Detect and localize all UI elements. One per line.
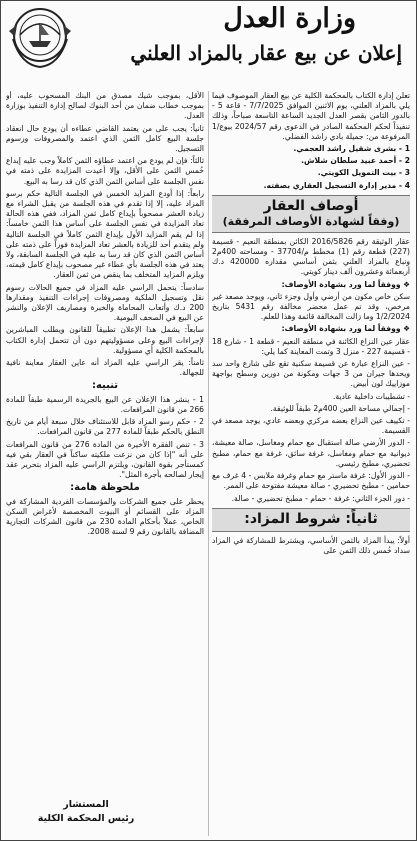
condition-text: سابعاً: يشمل هذا الإعلان تطبيقاً للقانون ويطلب المباشرين لإجراءات البيع وعلى مسؤوليتهم دون أن تتحمل إدارة الكتاب بالمحكمة الكلية أي مسؤولية. (6, 325, 204, 355)
signature-block (11, 798, 161, 826)
note-text: - الدور الأرضي صالة استقبال مع حمام ومغاسل، صالة معيشة، ديوانية مع حمام ومغاسل، غرفة سائق، غرفة مع حمام، مطبخ تحضيري، مطبخ رئيسي. (212, 438, 410, 468)
section-heading-conditions (212, 508, 410, 532)
note-text: - تكييف عين النزاع بعضه مركزي وبعضه عادي، يوجد مصعد في القسيمة. (212, 416, 410, 436)
condition-text: رابعاً: إذا أودع المزايد الخمس في الجلسة التالية حكم برسو المزاد عليه، إلا إذا تقدم في هذه الجلسة من يقبل الشراء مع زيادة العشر مصحوباً بإيداع كامل ثمن المزاد، ففي هذه الحالة تعاد المزايدة في نفس الجلسة على أساس هذا الثمن خامساً: إذا لم يقم المزايد الأول بإيداع الثمن كاملاً في الجلسة التالية ولم يتقدم أحد للزيادة بالعشر تعاد المزايدة فوراً على ذمته على أساس الثمن الذي كان قد رسا به عليه في الجلسة السابقة، ولا يعتد في هذه الجلسة بأي عطاء غير مصحوب بإيداع كامل قيمته، ويلزم المزايد المتخلف بما ينقص من ثمن العقار. (6, 188, 204, 280)
condition-text: سادساً: يتحمل الراسي عليه المزاد في جميع الحالات رسوم نقل وتسجيل الملكية ومصروفات إجراءات التنفيذ ومقدارها 200 د.ك وأتعاب المحاماة والخبرة ومصاريف الإعلان والنشر عن البيع في الصحف اليومية. (6, 282, 204, 323)
signature-role: المستشار (63, 799, 109, 810)
party-item: 1 - بشرى شقيل راشد العجمي. (293, 144, 410, 154)
kuwait-emblem-icon (7, 5, 73, 71)
notice-item: 2 - حكم رسو المزاد قابل للاستئناف خلال سبعة أيام من تاريخ النطق بالحكم طبقاً للمادة 277 من قانون المرافعات. (6, 417, 204, 437)
property-description: عقار الوثيقة رقم 2016/5826 الكائن بمنطقة النعيم - قسيمة (227) قطعة رقم (1) مخطط م/37704 - ومساحته 400م2 وتباع بالمزاد العلني بثمن أساسي مقداره 420000 د.ك أربعمائة وعشرون ألف دينار كويتي. (212, 236, 410, 277)
condition-text: ثالثاً: فإن لم يودع من اعتمد عطاؤه الثمن كاملاً وجب عليه إيداع خُمس الثمن على الأقل، وإلا أعيدت المزايدة على ذمته في نفس الجلسة على أساس الثمن الذي كان قد رسا به البيع. (6, 156, 204, 186)
intro-text: تعلن إدارة الكتاب بالمحكمة الكلية عن بيع العقار الموصوف فيما يلي بالمزاد العلني، يوم الاثنين الموافق 7/7/2025 - قاعة 5 - بالدور الثامن بقصر العدل الجديد الساعة التاسعة صباحاً، وذلك تنفيذاً لحكم المحكمة الصادر في الدعوى رقم 2024/57 بيوع/1 المرفوعة من: جميلة بادي راشد الفضلي. (212, 91, 410, 141)
signature-name: رئيس المحكمة الكلية (37, 813, 135, 824)
section-title: ثانياً: شروط المزاد: (244, 510, 378, 527)
notice-heading: تنبيه: (91, 380, 119, 392)
party-item: 3 - بيت التمويل الكويتي. (317, 168, 410, 178)
note-text: عقار عين النزاع الكائنة في منطقة النعيم - قطعة 1 - شارع 18 - قسيمة 227 - منزل 3 وتمت المعاينة كما يلي: (212, 336, 410, 356)
note-text: سكن خاص مكون من أرضي وأول وجزء ثاني، ويوجد مصعد غير مرخص، وقد تم عمل محضر مخالفة رقم 5431 بتاريخ 1/2/2024 وما زالت المخالفة قائمة وهذا للعلم. (212, 291, 410, 322)
note-text: - الدور الأول: غرفة ماستر مع حمام وغرفة ملابس - 4 غرف مع حمامين - مطبخ تحضيري - صالة معيشة مفتوحة على الممر. (212, 471, 410, 491)
note-text: - عين النزاع عبارة عن قسيمة سكنية تقع على شارع واحد سد ويحدها جيران من 3 جهات ومكونة من دورين وسطح بواجهة موزاييك لون أبيض. (212, 359, 410, 389)
ministry-name: وزارة العدل (223, 3, 356, 34)
section-subtitle: (وفقاً لشهادة الأوصاف المرفقة) (222, 214, 400, 228)
important-text: يحظر على جميع الشركات والمؤسسات الفردية المشاركة في المزاد على القسائم أو البيوت المخصصة لأغراض السكن الخاص، عملاً بأحكام المادة 230 من قانون الشركات التجارية المضافة بالقانون رقم 9 لسنة 2008. (6, 496, 204, 537)
note-text: - إجمالي مساحة العين 400م2 طبقاً للوثيقة. (270, 403, 410, 413)
important-heading: ملحوظة هامة: (70, 482, 140, 494)
note-heading: ❖ ووفقاً لما ورد بشهادة الأوصاف: (281, 324, 410, 334)
condition-text: أولاً: يبدأ المزاد بالثمن الأساسي، ويشترط للمشاركة في المزاد سداد خُمس ذلك الثمن على (212, 535, 410, 555)
condition-text: ثانياً: يجب على من يعتمد القاضي عطاءه أن يودع حال انعقاد جلسة البيع كامل الثمن الذي اعتمد والمصروفات ورسوم التسجيل. (6, 123, 204, 154)
announcement-title: إعلان عن بيع عقار بالمزاد العلني (130, 41, 402, 65)
notice-item: 3 - تنص الفقرة الأخيرة من المادة 276 من قانون المرافعات على أنه "إذا كان من نزعت ملكيته ساكناً في العقار بقي فيه كمستأجر بقوة القانون، ويلتزم الراسي عليه المزاد بتحرير عقد إيجار لصالحه بأجرة المثل". (6, 439, 204, 480)
section-title: أوصاف العقار (263, 197, 359, 214)
note-text: - دور الجزء الثاني: غرفة - حمام - مطبخ تحضيري - صالة. (231, 493, 410, 503)
notice-item: 1 - ينشر هذا الإعلان عن البيع بالجريدة الرسمية طبقاً للمادة 266 من قانون المرافعات. (6, 394, 204, 414)
condition-text: الأقل، بموجب شيك مصدق من البنك المسحوب عليه، أو بموجب خطاب ضمان من أحد البنوك لصالح إدارة التنفيذ بوزارة العدل. (6, 91, 204, 121)
left-column (6, 91, 204, 836)
column-divider (208, 91, 209, 836)
section-heading-property (212, 195, 410, 233)
note-heading: ❖ ووفقاً لما ورد بشهادة الأوصاف: (281, 279, 410, 289)
note-text: - تشطيبات داخلية عادية. (332, 391, 410, 401)
right-column (212, 91, 410, 836)
announcement-header (1, 1, 416, 83)
party-item: 2 - أحمد عبيد سلطان شلاش. (301, 156, 410, 166)
condition-text: ثامناً: يقر الراسي عليه المزاد أنه عاين العقار معاينة نافية للجهالة. (6, 358, 204, 378)
party-item: 4 - مدير إدارة التسجيل العقاري بصفته. (263, 180, 410, 190)
